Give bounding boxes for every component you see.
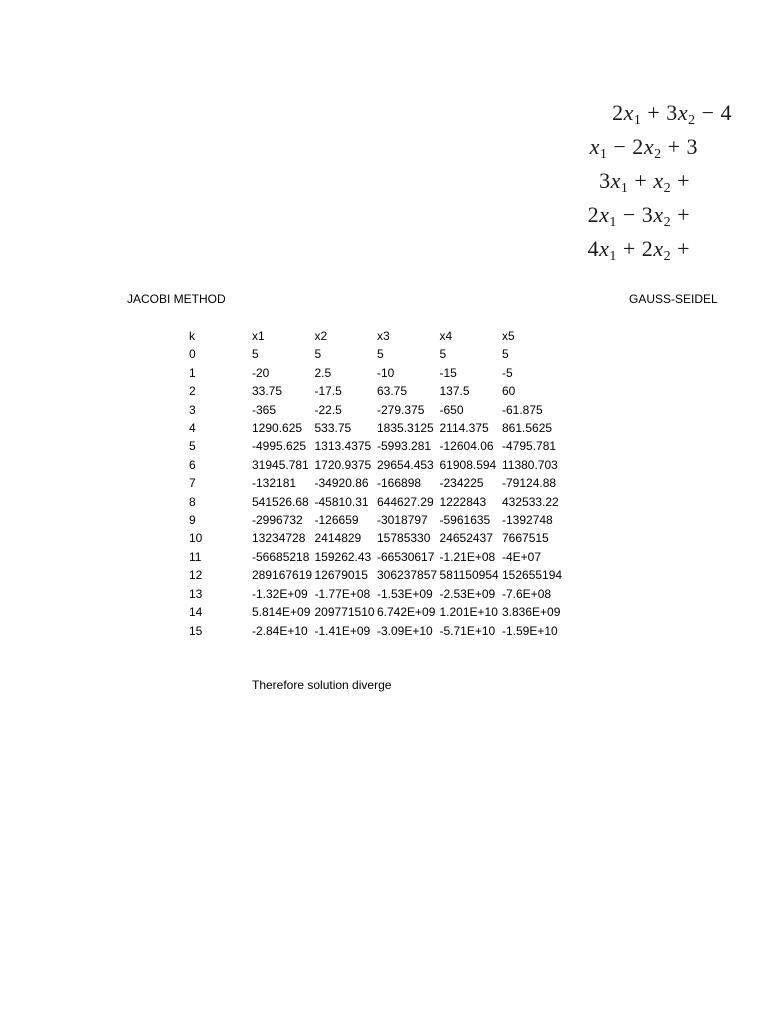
iteration-cell: 9: [189, 513, 196, 528]
value-cell: 152655194: [502, 568, 563, 583]
table-row: [189, 548, 565, 566]
value-cell: 6.742E+09: [377, 605, 436, 620]
divergence-note: Therefore solution diverge: [252, 678, 392, 692]
value-cell: 31945.781: [252, 457, 309, 472]
iteration-cell: 2: [189, 384, 196, 399]
value-cell: -166898: [377, 476, 422, 491]
value-cell: 644627.29: [377, 494, 434, 509]
equation-line: $4x_1 + 2x_2$ +: [587, 236, 690, 264]
value-cell: 2.5: [314, 365, 332, 380]
table-row: [189, 437, 565, 455]
value-cell: 24652437: [439, 531, 493, 546]
value-cell: 11380.703: [502, 457, 558, 472]
value-cell: 63.75: [377, 384, 408, 399]
value-cell: -3.09E+10: [377, 623, 433, 638]
value-cell: 1222843: [439, 494, 487, 509]
value-cell: -3018797: [377, 513, 428, 528]
value-cell: 533.75: [314, 421, 352, 436]
jacobi-method-label: JACOBI METHOD: [127, 292, 226, 306]
equation-system-image: [550, 96, 732, 268]
equation-line: $x_1 - 2x_2 + 3$: [589, 134, 698, 162]
gauss-seidel-label: GAUSS-SEIDEL: [629, 292, 718, 306]
table-row: [189, 364, 565, 382]
value-cell: 5: [377, 347, 384, 362]
value-cell: -20: [252, 365, 270, 380]
value-cell: -15: [439, 365, 457, 380]
table-row: [189, 419, 565, 437]
value-cell: 5: [439, 347, 447, 362]
value-cell: 33.75: [252, 384, 283, 399]
table-row: [189, 345, 565, 363]
value-cell: -126659: [314, 513, 359, 528]
value-cell: -1.59E+10: [502, 623, 558, 638]
value-cell: -1.53E+09: [377, 586, 433, 601]
value-cell: 581150954: [439, 568, 499, 583]
value-cell: 5: [252, 347, 259, 362]
value-cell: 60: [502, 384, 516, 399]
iteration-cell: 5: [189, 439, 196, 454]
value-cell: -5993.281: [377, 439, 432, 454]
value-cell: x3: [377, 329, 390, 343]
value-cell: x5: [502, 329, 515, 343]
value-cell: 289167619: [252, 568, 313, 583]
iteration-cell: 6: [189, 457, 196, 472]
table-header-row: [189, 327, 565, 345]
iteration-cell: 12: [189, 568, 203, 583]
table-row: [189, 622, 565, 640]
table-row: [189, 603, 565, 621]
table-row: [189, 566, 565, 584]
iteration-cell: 8: [189, 494, 196, 509]
value-cell: -365: [252, 402, 277, 417]
table-row: [189, 474, 565, 492]
value-cell: 61908.594: [439, 457, 497, 472]
value-cell: 306237857: [377, 568, 438, 583]
iteration-cell: 1: [189, 365, 196, 380]
iteration-cell: 14: [189, 605, 203, 620]
value-cell: -5: [502, 365, 513, 380]
value-cell: 15785330: [377, 531, 431, 546]
value-cell: 7667515: [502, 531, 549, 546]
value-cell: -4995.625: [252, 439, 307, 454]
table-row: [189, 401, 565, 419]
table-row: [189, 382, 565, 400]
value-cell: -1.21E+08: [439, 549, 496, 564]
value-cell: 861.5625: [502, 421, 553, 436]
value-cell: -4795.781: [502, 439, 557, 454]
iteration-cell: 15: [189, 623, 203, 638]
value-cell: -2996732: [252, 513, 303, 528]
value-cell: -34920.86: [314, 476, 369, 491]
value-cell: -4E+07: [502, 549, 542, 564]
value-cell: 29654.453: [377, 457, 434, 472]
iteration-cell: 11: [189, 549, 202, 564]
value-cell: -45810.31: [314, 494, 369, 509]
value-cell: x2: [314, 329, 328, 343]
value-cell: -2.84E+10: [252, 623, 308, 638]
value-cell: 12679015: [314, 568, 368, 583]
table-row: [189, 511, 565, 529]
value-cell: x1: [252, 329, 265, 343]
iteration-cell: 10: [189, 531, 203, 546]
value-cell: -56685218: [252, 549, 310, 564]
equation-line: $2x_1 - 3x_2$ +: [587, 202, 690, 230]
value-cell: x4: [439, 329, 453, 343]
value-cell: 432533.22: [502, 494, 559, 509]
value-cell: -17.5: [314, 384, 342, 399]
value-cell: -1.32E+09: [252, 586, 308, 601]
value-cell: -61.875: [502, 402, 543, 417]
iteration-cell: 3: [189, 402, 196, 417]
value-cell: -2.53E+09: [439, 586, 496, 601]
value-cell: 5: [502, 347, 509, 362]
value-cell: -10: [377, 365, 395, 380]
iteration-cell: k: [189, 329, 195, 343]
iteration-cell: 0: [189, 347, 196, 362]
value-cell: 1720.9375: [314, 457, 372, 472]
value-cell: 1835.3125: [377, 421, 434, 436]
table-row: [189, 585, 565, 603]
table-row: [189, 493, 565, 511]
value-cell: -79124.88: [502, 476, 557, 491]
value-cell: 5: [314, 347, 322, 362]
value-cell: -650: [439, 402, 464, 417]
value-cell: 1313.4375: [314, 439, 372, 454]
value-cell: 3.836E+09: [502, 605, 561, 620]
table-row: [189, 456, 565, 474]
value-cell: 5.814E+09: [252, 605, 311, 620]
iteration-cell: 4: [189, 421, 196, 436]
value-cell: -1392748: [502, 513, 553, 528]
iteration-cell: 13: [189, 586, 203, 601]
value-cell: 1290.625: [252, 421, 303, 436]
value-cell: 541526.68: [252, 494, 309, 509]
value-cell: -279.375: [377, 402, 425, 417]
iteration-cell: 7: [189, 476, 196, 491]
value-cell: -1.77E+08: [314, 586, 371, 601]
value-cell: 137.5: [439, 384, 470, 399]
value-cell: -7.6E+08: [502, 586, 552, 601]
equation-line: $3x_1 + x_2$ +: [599, 168, 690, 196]
value-cell: -22.5: [314, 402, 342, 417]
value-cell: 1.201E+10: [439, 605, 498, 620]
value-cell: -1.41E+09: [314, 623, 371, 638]
value-cell: -132181: [252, 476, 297, 491]
value-cell: 13234728: [252, 531, 306, 546]
value-cell: -12604.06: [439, 439, 494, 454]
value-cell: 2114.375: [439, 421, 489, 436]
value-cell: -234225: [439, 476, 484, 491]
table-row: [189, 529, 565, 547]
jacobi-iteration-table: [189, 327, 565, 640]
value-cell: -5961635: [439, 513, 491, 528]
value-cell: -66530617: [377, 549, 435, 564]
equation-line: $2x_1 + 3x_2 - 4$: [612, 100, 732, 128]
value-cell: 2414829: [314, 531, 362, 546]
value-cell: -5.71E+10: [439, 623, 496, 638]
value-cell: 209771510: [314, 605, 375, 620]
value-cell: 159262.43: [314, 549, 372, 564]
